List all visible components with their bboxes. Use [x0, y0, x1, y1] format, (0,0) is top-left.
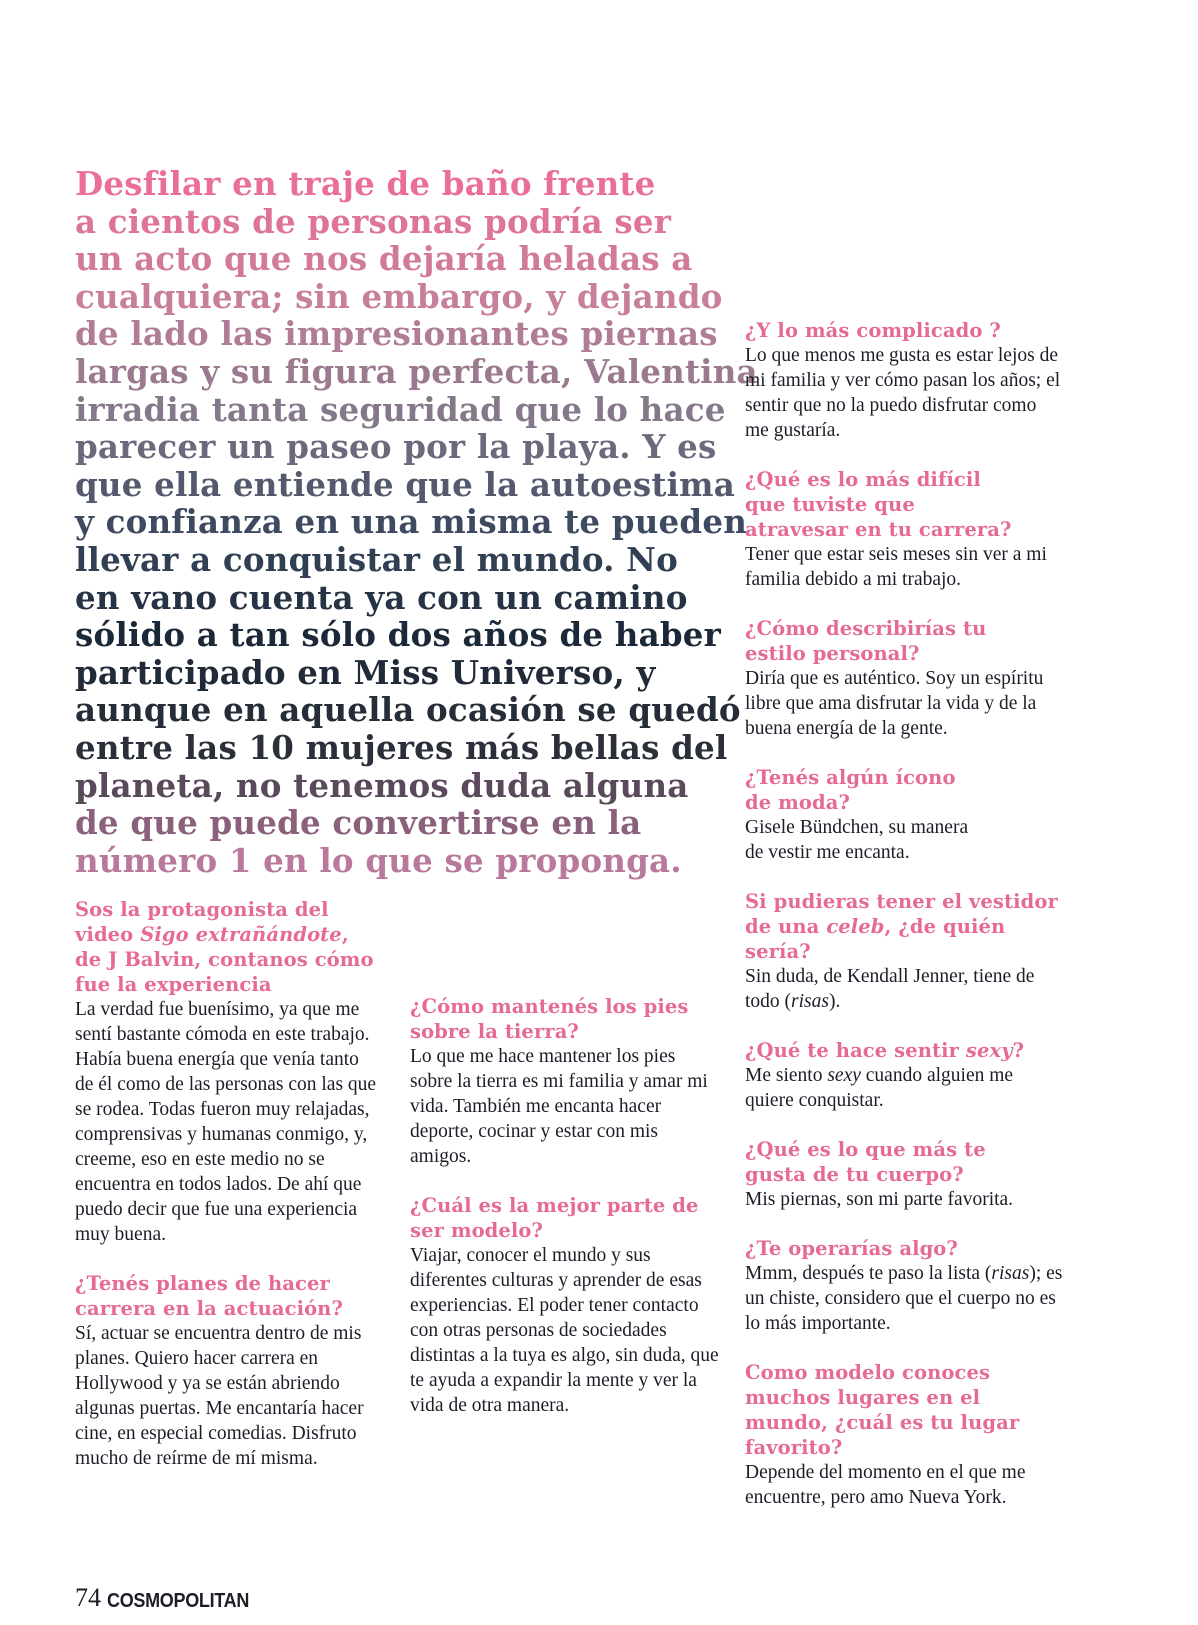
- question: ¿Tenés planes de hacer carrera en la actuación?: [75, 1272, 343, 1320]
- qa-block: [75, 897, 380, 1247]
- column-middle: [410, 994, 720, 1442]
- intro-line: sólido a tan sólo dos años de haber: [75, 615, 722, 655]
- intro-line: entre las 10 mujeres más bellas del: [75, 727, 728, 767]
- column-left: [75, 897, 380, 1495]
- question: Como modelo conoces muchos lugares en el mundo, ¿cuál es tu lugar favorito?: [745, 1361, 1020, 1459]
- answer: La verdad fue buenísimo, ya que me sentí bastante cómoda en este trabajo. Había buena energía que venía tanto de él como de las personas con las que se rodea. Todas fueron muy relajadas, comprensivas y humanas conmigo, y, creeme, eso en este medio no se encuentra en todos lados. De ahí que puedo decir que fue una experiencia muy buena.: [75, 999, 377, 1245]
- question: ¿Cómo describirías tu estilo personal?: [745, 617, 987, 665]
- qa-block: [745, 1360, 1065, 1510]
- answer: Me siento sexy cuando alguien me quiere conquistar.: [745, 1065, 1014, 1111]
- question: ¿Tenés algún ícono de moda?: [745, 766, 956, 814]
- page-footer: [75, 1583, 249, 1613]
- intro-line: número 1 en lo que se proponga.: [75, 840, 682, 880]
- intro-line: en vano cuenta ya con un camino: [75, 577, 688, 617]
- intro-line: y confianza en una misma te pueden: [75, 502, 748, 542]
- intro-line: parecer un paseo por la playa. Y es: [75, 427, 717, 467]
- intro-line: que ella entiende que la autoestima: [75, 464, 735, 504]
- answer: Lo que menos me gusta es estar lejos de mi familia y ver cómo pasan los años; el sentir que no la puedo disfrutar como me gustaría.: [745, 345, 1061, 441]
- answer: Lo que me hace mantener los pies sobre la tierra es mi familia y amar mi vida. También me encanta hacer deporte, cocinar y estar con mis amigos.: [410, 1046, 708, 1167]
- intro-line: a cientos de personas podría ser: [75, 201, 672, 241]
- qa-block: [745, 1137, 1065, 1212]
- intro-line: un acto que nos dejaría heladas a: [75, 239, 693, 279]
- intro-line: largas y su figura perfecta, Valentina: [75, 351, 758, 391]
- answer: Diría que es auténtico. Soy un espíritu libre que ama disfrutar la vida y de la buena energía de la gente.: [745, 668, 1044, 739]
- intro-line: irradia tanta seguridad que lo hace: [75, 389, 726, 429]
- qa-block: [745, 467, 1065, 592]
- answer: Tener que estar seis meses sin ver a mi familia debido a mi trabajo.: [745, 544, 1047, 590]
- question: ¿Cómo mantenés los pies sobre la tierra?: [410, 995, 689, 1043]
- answer: Gisele Bündchen, su manera de vestir me encanta.: [745, 817, 969, 863]
- intro-line: cualquiera; sin embargo, y dejando: [75, 276, 723, 316]
- question: ¿Te operarías algo?: [745, 1237, 958, 1260]
- answer: Mmm, después te paso la lista (risas); es un chiste, considero que el cuerpo no es lo más importante.: [745, 1263, 1063, 1334]
- answer: Mis piernas, son mi parte favorita.: [745, 1189, 1014, 1210]
- intro-line: llevar a conquistar el mundo. No: [75, 539, 678, 579]
- question: ¿Qué es lo que más te gusta de tu cuerpo?: [745, 1138, 986, 1186]
- question: Si pudieras tener el vestidor de una celeb, ¿de quién sería?: [745, 890, 1058, 963]
- question: ¿Qué es lo más difícil que tuviste que atravesar en tu carrera?: [745, 468, 1012, 541]
- magazine-brand: COSMOPOLITAN: [107, 1588, 250, 1612]
- intro-line: planeta, no tenemos duda alguna: [75, 765, 689, 805]
- qa-block: [410, 1193, 720, 1418]
- qa-block: [745, 1038, 1065, 1113]
- qa-block: [745, 889, 1065, 1014]
- qa-block: [75, 1271, 380, 1471]
- question: ¿Y lo más complicado ?: [745, 319, 1001, 342]
- answer: Sin duda, de Kendall Jenner, tiene de todo (risas).: [745, 966, 1035, 1012]
- qa-block: [745, 616, 1065, 741]
- intro-line: de que puede convertirse en la: [75, 803, 642, 843]
- question: ¿Qué te hace sentir sexy?: [745, 1039, 1025, 1062]
- page-number: 74: [75, 1583, 101, 1612]
- column-right: [745, 318, 1065, 1534]
- intro-line: participado en Miss Universo, y: [75, 652, 656, 692]
- answer: Viajar, conocer el mundo y sus diferentes culturas y aprender de esas experiencias. El poder tener contacto con otras personas de sociedades distintas a la tuya es algo, sin duda, que te ayuda a expandir la mente y ver la vida de otra manera.: [410, 1245, 719, 1416]
- intro-line: de lado las impresionantes piernas: [75, 314, 718, 354]
- qa-block: [745, 318, 1065, 443]
- qa-block: [745, 1236, 1065, 1336]
- intro-line: aunque en aquella ocasión se quedó: [75, 690, 741, 730]
- qa-block: [745, 765, 1065, 865]
- question: Sos la protagonista del video Sigo extrañándote, de J Balvin, contanos cómo fue la experiencia: [75, 898, 374, 996]
- answer: Sí, actuar se encuentra dentro de mis planes. Quiero hacer carrera en Hollywood y ya se están abriendo algunas puertas. Me encantaría hacer cine, en especial comedias. Disfruto mucho de reírme de mí misma.: [75, 1323, 364, 1469]
- answer: Depende del momento en el que me encuentre, pero amo Nueva York.: [745, 1462, 1026, 1508]
- question: ¿Cuál es la mejor parte de ser modelo?: [410, 1194, 699, 1242]
- intro-line: Desfilar en traje de baño frente: [75, 164, 656, 203]
- qa-block: [410, 994, 720, 1169]
- intro-paragraph: [75, 164, 758, 880]
